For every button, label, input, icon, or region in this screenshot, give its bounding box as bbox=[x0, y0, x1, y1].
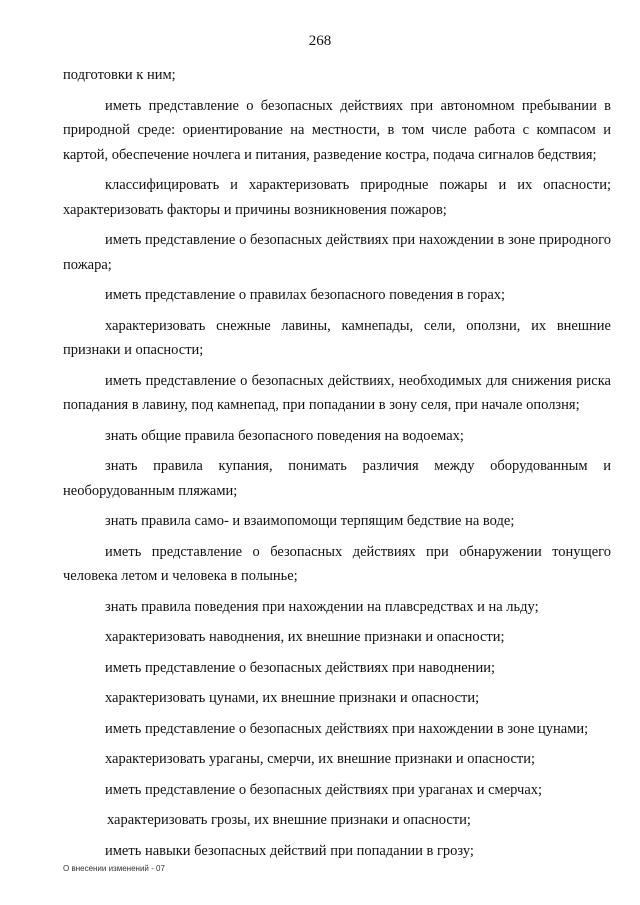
paragraph: иметь навыки безопасных действий при попадании в грозу; bbox=[105, 842, 474, 859]
paragraph: иметь представление о безопасных действиях при обнаружении тонущего человека летом и человека в полынье; bbox=[63, 543, 611, 584]
paragraph: иметь представление о безопасных действиях при ураганах и смерчах; bbox=[105, 781, 543, 798]
paragraph: классифицировать и характеризовать природные пожары и их опасности; характеризовать факторы и причины возникновения пожаров; bbox=[63, 177, 611, 218]
paragraph: характеризовать грозы, их внешние признаки и опасности; bbox=[107, 812, 471, 828]
paragraph: характеризовать ураганы, смерчи, их внешние признаки и опасности; bbox=[105, 751, 536, 767]
paragraph: иметь представление о безопасных действиях при наводнении; bbox=[105, 659, 495, 676]
paragraph: характеризовать снежные лавины, камнепады, сели, оползни, их внешние признаки и опасности; bbox=[63, 317, 611, 358]
paragraph: иметь представление о правилах безопасного поведения в горах; bbox=[105, 287, 506, 303]
paragraph: иметь представление о безопасных действиях при нахождении в зоне природного пожара; bbox=[63, 232, 611, 273]
paragraph: знать общие правила безопасного поведения на водоемах; bbox=[105, 427, 464, 444]
paragraph: иметь представление о безопасных действиях, необходимых для снижения риска попадания в лавину, под камнепад, при попадании в зону селя, при начале оползня; bbox=[63, 372, 611, 413]
page-number: 268 bbox=[308, 33, 332, 49]
paragraph: знать правила поведения при нахождении на плавсредствах и на льду; bbox=[105, 598, 539, 615]
paragraph: иметь представление о безопасных действиях при нахождении в зоне цунами; bbox=[105, 720, 589, 737]
paragraph: иметь представление о безопасных действиях при автономном пребывании в природной среде: ориентирование на местности, в том числе работа с компасом и картой, обеспечение ночлега и питания, разведение костра, подача сигналов бедствия; bbox=[63, 97, 611, 163]
paragraph: характеризовать цунами, их внешние признаки и опасности; bbox=[105, 690, 480, 706]
paragraph: знать правила купания, понимать различия между оборудованным и необорудованным пляжами; bbox=[63, 458, 611, 499]
footer-note: О внесении изменений - 07 bbox=[63, 864, 165, 873]
paragraph: подготовки к ним; bbox=[63, 67, 176, 83]
document-body bbox=[63, 63, 611, 863]
paragraph: знать правила само- и взаимопомощи терпящим бедствие на воде; bbox=[105, 513, 515, 529]
paragraph: характеризовать наводнения, их внешние признаки и опасности; bbox=[105, 629, 505, 645]
